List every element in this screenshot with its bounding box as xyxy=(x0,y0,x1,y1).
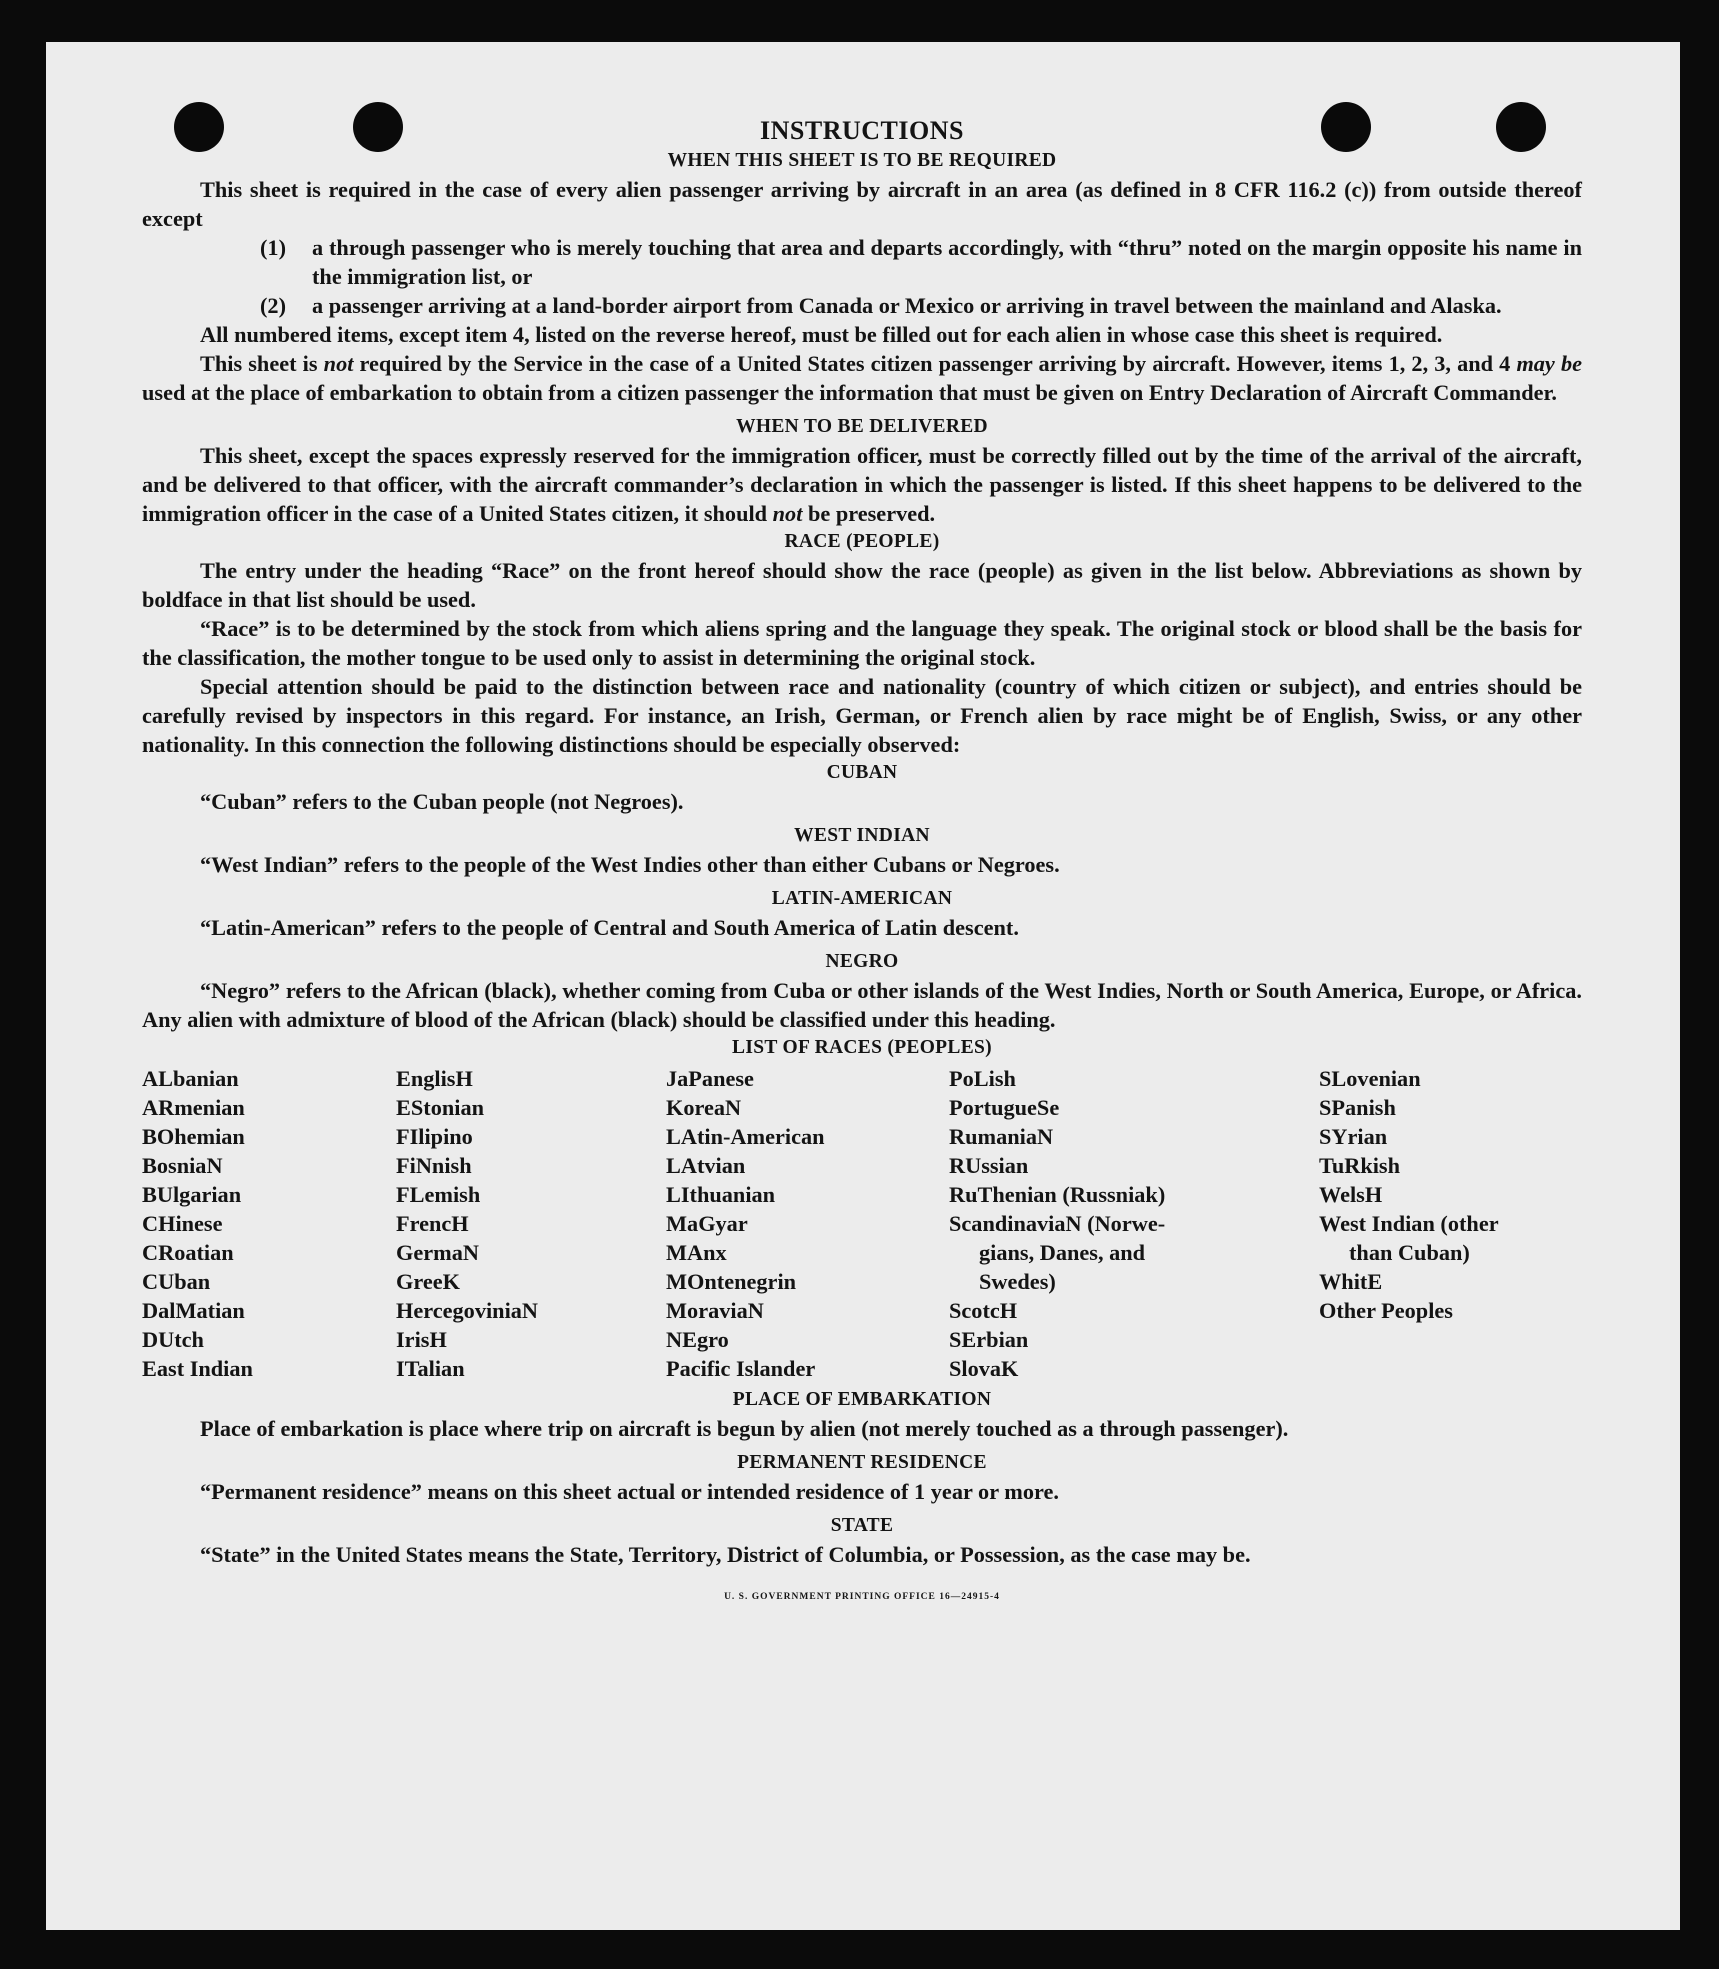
race-entry: CRoatian xyxy=(142,1240,234,1265)
heading-state: STATE xyxy=(830,1515,894,1536)
race-entry: RumaniaN xyxy=(949,1124,1054,1149)
race-entry: West Indian (other xyxy=(1319,1211,1499,1236)
paragraph-race-entry: The entry under the heading “Race” on the front hereof should show the race (people) as given in the list below. Abbreviations as shown by boldface in that list should be used. xyxy=(142,558,1582,612)
paragraph-citizen xyxy=(142,349,1582,407)
paragraph-race-nationality: Special attention should be paid to the distinction between race and nationality (country of which citizen or subject), and entries should be carefully revised by inspectors in this regard. For instance, an Irish, German, or French alien by race might be of English, Swiss, or any other nationality. In this connection the following distinctions should be especially observed: xyxy=(142,674,1582,757)
text-run-italic: not xyxy=(323,351,354,376)
text-run-italic: not xyxy=(772,501,803,526)
race-entry-continued: Swedes) xyxy=(979,1269,1056,1294)
text-run: This sheet is xyxy=(200,351,324,376)
race-entry: PoLish xyxy=(949,1066,1016,1091)
race-entry: DalMatian xyxy=(142,1298,245,1323)
race-entry: Other Peoples xyxy=(1319,1298,1453,1323)
paragraph-residence: “Permanent residence” means on this sheet actual or intended residence of 1 year or more. xyxy=(200,1479,1059,1504)
race-entry: BOhemian xyxy=(142,1124,245,1149)
race-entry: GreeK xyxy=(396,1269,460,1294)
paragraph-negro: “Negro” refers to the African (black), whether coming from Cuba or other islands of the West Indies, North or South America, Europe, or Africa. Any alien with admixture of blood of the African (black) should be classified under this heading. xyxy=(142,978,1582,1032)
text-run: used at the place of embarkation to obtain from a citizen passenger the information that must be given on Entry Declaration of Aircraft Commander. xyxy=(142,380,1557,405)
race-entry-continued: than Cuban) xyxy=(1349,1240,1470,1265)
race-entry: WhitE xyxy=(1319,1269,1383,1294)
paragraph-state: “State” in the United States means the State, Territory, District of Columbia, or Possession, as the case may be. xyxy=(200,1542,1251,1567)
race-entry: GermaN xyxy=(396,1240,479,1265)
race-entry: ITalian xyxy=(396,1356,465,1381)
paragraph-latin-american: “Latin-American” refers to the people of Central and South America of Latin descent. xyxy=(200,915,1019,940)
document-sheet xyxy=(46,42,1680,1930)
heading-when-required: WHEN THIS SHEET IS TO BE REQUIRED xyxy=(667,150,1057,171)
race-entry: CUban xyxy=(142,1269,211,1294)
race-entry: JaPanese xyxy=(666,1066,754,1091)
race-entry: CHinese xyxy=(142,1211,223,1236)
race-entry: FiNnish xyxy=(396,1153,472,1178)
heading-place-of-embarkation: PLACE OF EMBARKATION xyxy=(732,1389,992,1410)
paragraph-delivered xyxy=(142,441,1582,528)
race-entry: LAtvian xyxy=(666,1153,746,1178)
race-entry: WelsH xyxy=(1319,1182,1383,1207)
instructions-content xyxy=(142,116,1582,1612)
race-entry: LAtin-American xyxy=(666,1124,825,1149)
race-entry: LIthuanian xyxy=(666,1182,776,1207)
race-entry: NEgro xyxy=(666,1327,729,1352)
text-run: be preserved. xyxy=(802,501,936,526)
printing-office-footer: U. S. GOVERNMENT PRINTING OFFICE 16—24915-4 xyxy=(724,1592,1000,1602)
race-entry: KoreaN xyxy=(666,1095,742,1120)
item-number: (1) xyxy=(260,235,286,260)
race-entry: MOntenegrin xyxy=(666,1269,797,1294)
race-entry: RuThenian (Russniak) xyxy=(949,1182,1166,1207)
race-entry: SlovaK xyxy=(949,1356,1019,1381)
race-entry: RUssian xyxy=(949,1153,1029,1178)
race-entry: FLemish xyxy=(396,1182,481,1207)
race-entry: PortugueSe xyxy=(949,1095,1060,1120)
race-entry: ScotcH xyxy=(949,1298,1018,1323)
exception-item xyxy=(142,233,1582,291)
paragraph-west-indian: “West Indian” refers to the people of the West Indies other than either Cubans or Negroes. xyxy=(200,852,1060,877)
race-entry: BosniaN xyxy=(142,1153,223,1178)
item-number: (2) xyxy=(260,293,286,318)
race-entry: FrencH xyxy=(396,1211,469,1236)
exception-item xyxy=(142,291,1582,320)
race-entry: SErbian xyxy=(949,1327,1029,1352)
heading-latin-american: LATIN-AMERICAN xyxy=(771,888,953,909)
race-entry: East Indian xyxy=(142,1356,253,1381)
heading-west-indian: WEST INDIAN xyxy=(794,825,930,846)
races-column xyxy=(666,1064,949,1383)
paragraph-required: This sheet is required in the case of every alien passenger arriving by aircraft in an area (as defined in 8 CFR 116.2 (c)) from outside thereof except xyxy=(142,177,1582,231)
races-column xyxy=(142,1064,396,1383)
races-column xyxy=(396,1064,666,1383)
races-table xyxy=(142,1064,1582,1383)
race-entry: SLovenian xyxy=(1319,1066,1421,1091)
text-run: This sheet, except the spaces expressly reserved for the immigration officer, must be correctly filled out by the time of the arrival of the aircraft, and be delivered to that officer, with the aircraft commander’s declaration in which the passenger is listed. If this sheet happens to be delivered to the immigration officer in the case of a United States citizen, it should xyxy=(142,443,1582,526)
race-entry-continued: gians, Danes, and xyxy=(979,1240,1146,1265)
race-entry: ALbanian xyxy=(142,1066,239,1091)
race-entry: MoraviaN xyxy=(666,1298,764,1323)
race-entry: DUtch xyxy=(142,1327,204,1352)
item-text: a passenger arriving at a land-border airport from Canada or Mexico or arriving in travel between the mainland and Alaska. xyxy=(312,293,1502,318)
race-entry: ScandinaviaN (Norwe- xyxy=(949,1211,1166,1236)
race-entry: IrisH xyxy=(396,1327,447,1352)
race-entry: SPanish xyxy=(1319,1095,1396,1120)
page-title: INSTRUCTIONS xyxy=(760,116,964,145)
race-entry: TuRkish xyxy=(1319,1153,1401,1178)
text-run-italic: may be xyxy=(1516,351,1582,376)
race-entry: MaGyar xyxy=(666,1211,748,1236)
race-entry: Pacific Islander xyxy=(666,1356,816,1381)
heading-negro: NEGRO xyxy=(825,951,899,972)
races-column xyxy=(1319,1064,1582,1383)
race-entry: BUlgarian xyxy=(142,1182,242,1207)
paragraph-numbered-items: All numbered items, except item 4, listed on the reverse hereof, must be filled out for each alien in whose case this sheet is required. xyxy=(200,322,1443,347)
race-entry: ARmenian xyxy=(142,1095,245,1120)
heading-permanent-residence: PERMANENT RESIDENCE xyxy=(737,1452,987,1473)
race-entry: SYrian xyxy=(1319,1124,1388,1149)
paragraph-cuban: “Cuban” refers to the Cuban people (not Negroes). xyxy=(200,789,684,814)
race-entry: FIlipino xyxy=(396,1124,473,1149)
races-column xyxy=(949,1064,1319,1383)
race-entry: HercegoviniaN xyxy=(396,1298,539,1323)
paragraph-race-stock: “Race” is to be determined by the stock from which aliens spring and the language they speak. The original stock or blood shall be the basis for the classification, the mother tongue to be used only to assist in determining the original stock. xyxy=(142,616,1582,670)
heading-when-delivered: WHEN TO BE DELIVERED xyxy=(736,416,988,437)
item-text: a through passenger who is merely touching that area and departs accordingly, with “thru” noted on the margin opposite his name in the immigration list, or xyxy=(312,235,1582,289)
heading-list-of-races: LIST OF RACES (PEOPLES) xyxy=(732,1037,992,1058)
heading-cuban: CUBAN xyxy=(826,762,898,783)
race-entry: MAnx xyxy=(666,1240,727,1265)
heading-race: RACE (PEOPLE) xyxy=(784,531,940,552)
text-run: required by the Service in the case of a United States citizen passenger arriving by aircraft. However, items 1, 2, 3, and 4 xyxy=(353,351,1517,376)
paragraph-embarkation: Place of embarkation is place where trip on aircraft is begun by alien (not merely touched as a through passenger). xyxy=(200,1416,1289,1441)
race-entry: EStonian xyxy=(396,1095,484,1120)
race-entry: EnglisH xyxy=(396,1066,473,1091)
